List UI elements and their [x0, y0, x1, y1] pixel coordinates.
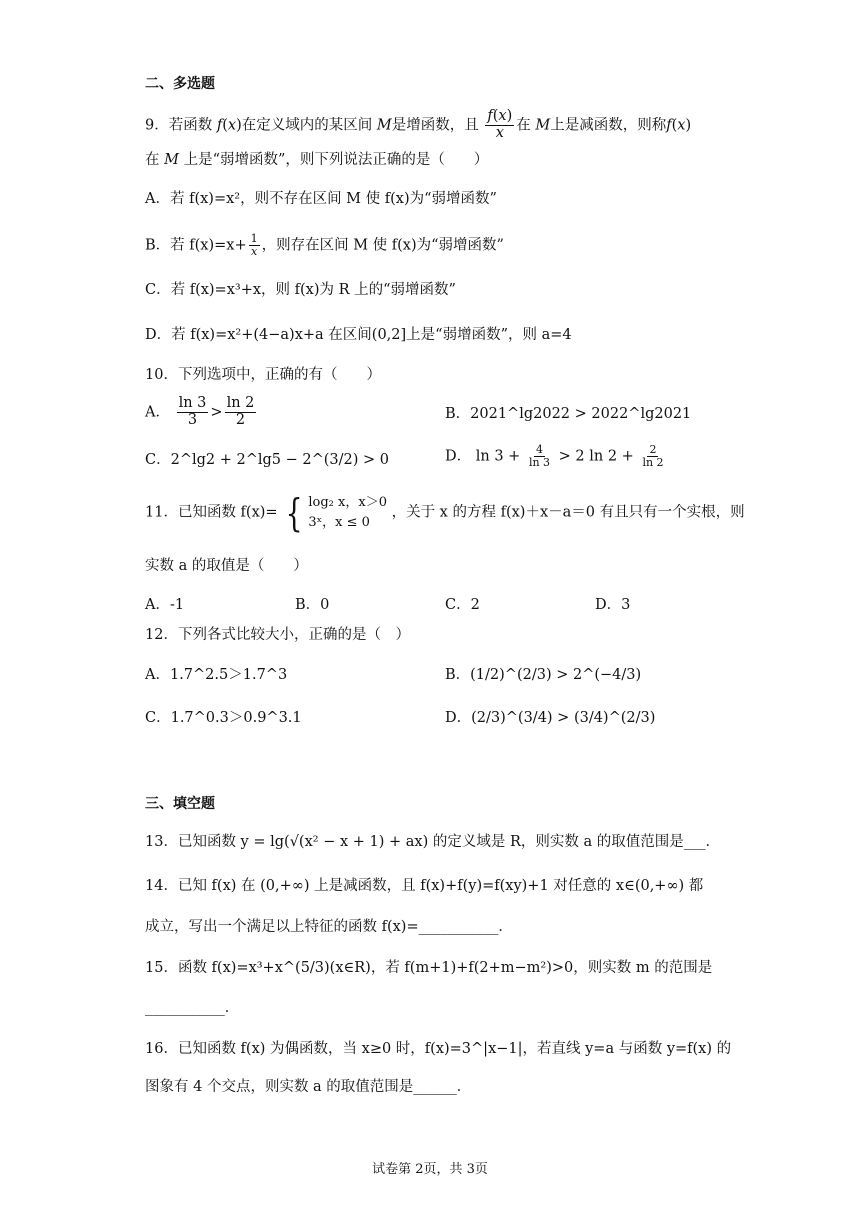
q9-stem-e: 上是减函数，则称 [550, 117, 667, 134]
q9-stem-line1: 9．若函数 f(x)在定义域内的某区间 M是增函数，且 $\frac{f(x)}{x}$ 在 M上是减函数，则称f(x) [145, 108, 692, 141]
q9-option-b-post: ，则存在区间 M 使 f(x)为“弱增函数” [261, 237, 504, 254]
q14-line2: 成立，写出一个满足以上特征的函数 f(x)=___________． [145, 919, 513, 935]
q11-option-c: C．2 [445, 597, 480, 613]
q9-stem-line2-text: 上是“弱增函数”，则下列说法正确的是（ ） [183, 152, 489, 168]
q9-stem-d: 在 [516, 117, 531, 134]
q15-line1: 15．函数 f(x)=x³+x^(5/3)(x∈R)，若 f(m+1)+f(2+m−m²)>0，则实数 m 的范围是 [145, 960, 713, 976]
q9-option-b-pre: B．若 f(x)=x+ [145, 237, 247, 254]
q9-option-a: A．若 f(x)=x²，则不存在区间 M 使 f(x)为“弱增函数” [145, 191, 497, 207]
q10-option-a-frac2: $\frac{\ln 2}{2}$ [226, 395, 255, 428]
q14-line1: 14．已知 f(x) 在 (0,+∞) 上是减函数，且 f(x)+f(y)=f(xy)+1 对任意的 x∈(0,+∞) 都 [145, 878, 704, 894]
q12-stem: 12．下列各式比较大小，正确的是（ ） [145, 627, 410, 643]
q9-option-d: D．若 f(x)=x²+(4−a)x+a 在区间(0,2]上是“弱增函数”，则 a=4 [145, 327, 572, 343]
q10-option-d: D． ln 3 + $\frac{4}{\ln 3}$ > 2 ln 2 + $\frac{2}{\ln 2}$ [445, 443, 664, 470]
q9-option-b [145, 233, 504, 258]
q10-option-d-frac2: $\frac{2}{\ln 2}$ [642, 443, 664, 470]
q11-stem-line2: 实数 a 的取值是（ ） [145, 558, 308, 574]
q10-option-c: C．2^lg2 + 2^lg5 − 2^(3/2) > 0 [145, 452, 389, 468]
q9-number: 9． [145, 117, 169, 134]
q11-stem-line1 [145, 490, 745, 535]
q11-case2: 3ˣ，x ≤ 0 [308, 514, 370, 530]
q10-option-d-label: D． [445, 448, 472, 465]
q11-option-d: D．3 [595, 597, 631, 613]
q9-fraction: $\frac{f(x)}{x}$ [487, 108, 513, 141]
q12-option-c: C．1.7^0.3＞0.9^3.1 [145, 710, 302, 726]
q11-piecewise: { log₂ x，x＞0 3ˣ，x ≤ 0 [285, 490, 387, 535]
q9-stem-a: 若函数 [168, 117, 213, 134]
q10-option-a: A． $\frac{\ln 3}{3}$ > $\frac{\ln 2}{2}$ [145, 395, 255, 428]
q11-option-a: A．-1 [145, 597, 185, 613]
q10-option-d-frac1: $\frac{4}{\ln 3}$ [528, 443, 551, 470]
q9-option-c: C．若 f(x)=x³+x，则 f(x)为 R 上的“弱增函数” [145, 282, 456, 298]
page-footer: 试卷第 2页，共 3页 [372, 1162, 488, 1177]
q12-option-b: B．(1/2)^(2/3) > 2^(−4/3) [445, 667, 642, 683]
q15-line2: ___________． [145, 1000, 240, 1016]
q16-line2: 图象有 4 个交点，则实数 a 的取值范围是______． [145, 1079, 472, 1095]
q16-line1: 16．已知函数 f(x) 为偶函数，当 x≥0 时，f(x)=3^|x−1|，若直线 y=a 与函数 y=f(x) 的 [145, 1041, 732, 1057]
q12-option-d: D．(2/3)^(3/4) > (3/4)^(2/3) [445, 710, 656, 726]
q11-option-b: B．0 [295, 597, 330, 613]
q9-stem-b: 在定义域内的某区间 [241, 117, 373, 134]
q9-stem-c: 是增函数，且 [391, 117, 479, 134]
q11-stem-post: ，关于 x 的方程 f(x)＋x－a＝0 有且只有一个实根，则 [391, 504, 745, 521]
section-heading-multi-choice: 二、多选题 [145, 76, 215, 92]
q9-stem-line2: 在 M 上是“弱增函数”，则下列说法正确的是（ ） [145, 152, 489, 168]
q11-stem-pre: 11．已知函数 f(x)= [145, 504, 278, 521]
section-heading-fill-blank: 三、填空题 [145, 796, 215, 812]
q10-option-a-frac1: $\frac{\ln 3}{3}$ [178, 395, 207, 428]
q11-case1: log₂ x，x＞0 [308, 495, 387, 510]
q13-text: 13．已知函数 y = lg(√(x² − x + 1) + ax) 的定义域是 R，则实数 a 的取值范围是___． [145, 834, 720, 850]
q9-option-b-fraction: $\frac{1}{x}$ [250, 232, 258, 259]
q10-option-b: B．2021^lg2022 > 2022^lg2021 [445, 406, 692, 422]
q10-stem: 10．下列选项中，正确的有（ ） [145, 367, 381, 383]
q12-option-a: A．1.7^2.5＞1.7^3 [145, 667, 288, 683]
q10-option-a-label: A． [145, 404, 170, 421]
